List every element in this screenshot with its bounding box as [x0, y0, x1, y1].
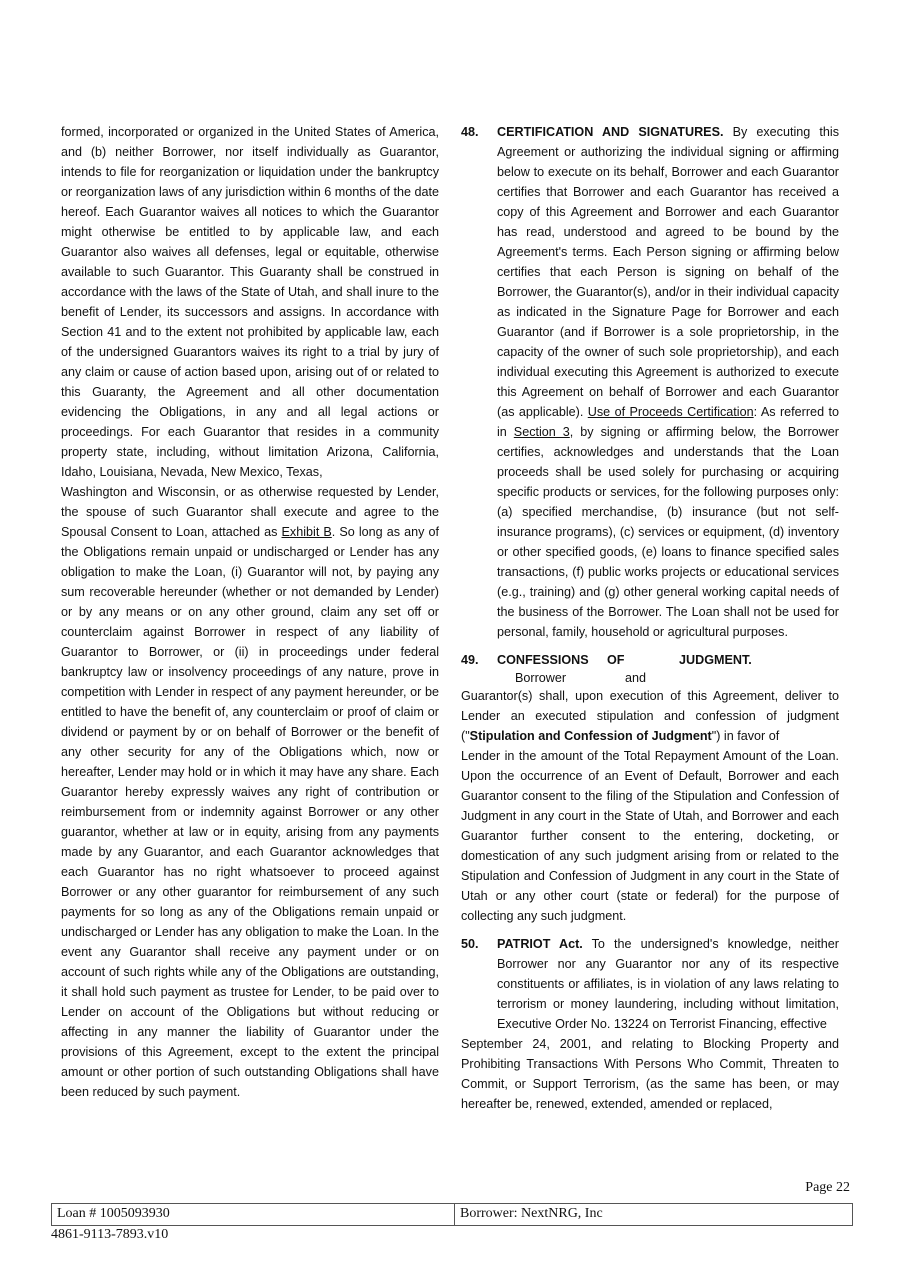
- section-text: Guarantor(s) shall, upon execution of this Agreement, deliver to Lender an executed stipulation and confession of judgment (": [461, 689, 839, 743]
- section-50-continued: September 24, 2001, and relating to Blocking Property and Prohibiting Transactions With Persons Who Commit, Threaten to Commit, or Support Terrorism, (as the same has been, or may hereafter be, renewed, extended, amended or replaced,: [461, 1037, 839, 1111]
- left-column: [61, 122, 439, 1102]
- stipulation-term: Stipulation and Confession of Judgment: [469, 729, 712, 743]
- section-text: ") in favor of: [711, 729, 780, 743]
- section-body: [497, 934, 839, 1034]
- section-48: [461, 122, 839, 642]
- page-number: Page 22: [805, 1180, 850, 1195]
- section-49-body-1: [461, 686, 839, 746]
- section-subline: [461, 670, 839, 686]
- borrower-name: Borrower: NextNRG, Inc: [460, 1206, 603, 1221]
- section-text: To the undersigned's knowledge, neither Borrower nor any Guarantor nor any of its respective constituents or affiliates, is in violation of any laws relating to terrorism or money laundering, including without limitation, Executive Order No. 13224 on Terrorist Financing, effective: [497, 937, 839, 1031]
- section-text: , by signing or affirming below, the Borrower certifies, acknowledges and understands that the Loan proceeds shall be used solely for purchasing or acquiring specific products or services, for the following purposes only: (a) specified merchandise, (b) insurance (but not self-insurance programs), (c) services or equipment, (d) inventory or other specified goods, (e) loans to finance specified sales transactions, (f) public works projects or educational services (e.g., training) and (g) other general working capital needs of the business of the Borrower. The Loan shall not be used for personal, family, household or agricultural purposes.: [497, 425, 839, 639]
- subline-word: and: [625, 671, 647, 685]
- section-50: [461, 934, 839, 1034]
- loan-number: Loan # 1005093930: [52, 1204, 455, 1225]
- section-number: 50.: [461, 937, 479, 951]
- guaranty-paragraph-2: [61, 482, 439, 1102]
- heading-word: OF: [607, 653, 625, 667]
- section-49-body-2: Lender in the amount of the Total Repayment Amount of the Loan. Upon the occurrence of an Event of Default, Borrower and each Guarantor consent to the filing of the Stipulation and Confession of Judgment in any court in the State of Utah, and Borrower and each Guarantor further consent to the entering, docketing, or domestication of any such judgment arising from or related to the Stipulation and Confession of Judgment in any court in the State of Utah or any other court (state or federal) for the purpose of collecting any such judgment.: [461, 749, 839, 923]
- exhibit-b-link[interactable]: Exhibit B: [281, 525, 332, 539]
- section-body: [497, 122, 839, 642]
- section-heading: [461, 650, 839, 670]
- subline-word: Borrower: [515, 671, 567, 685]
- document-id: 4861-9113-7893.v10: [51, 1227, 169, 1242]
- footer-table: [51, 1203, 853, 1226]
- heading-word: CONFESSIONS: [497, 653, 589, 667]
- section-number: 49.: [461, 653, 479, 667]
- section-title: PATRIOT Act.: [497, 937, 583, 951]
- section-title: CERTIFICATION AND SIGNATURES.: [497, 125, 724, 139]
- section-49: [461, 650, 839, 926]
- right-column: [461, 122, 839, 1114]
- heading-word: JUDGMENT.: [679, 653, 752, 667]
- section-text: By executing this Agreement or authorizing the individual signing or affirming below to execute on its behalf, Borrower and each Guarantor certifies that Borrower and each Guarantor has received a copy of this Agreement and Borrower and each Guarantor has read, understood and agreed to be bound by the Agreement's terms. Each Person signing or affirming below certifies that each Person is signing on behalf of the Borrower, the Guarantor(s), and/or in their individual capacity as indicated in the Signature Page for Borrower and each Guarantor (and if Borrower is a sole proprietorship, in the capacity of the owner of such sole proprietorship), and each individual executing this Agreement is authorized to execute this Agreement on behalf of Borrower and each Guarantor (as applicable).: [497, 125, 839, 419]
- use-of-proceeds-link[interactable]: Use of Proceeds Certification: [587, 405, 754, 419]
- section-number: 48.: [461, 125, 479, 139]
- paragraph-text: Washington and Wisconsin, or as otherwise requested by Lender, the spouse of such Guarantor shall execute and agree to the Spousal Consent to Loan, attached as: [61, 485, 439, 539]
- section-3-link[interactable]: Section 3: [513, 425, 570, 439]
- section-text: : As referred to in: [497, 405, 839, 439]
- paragraph-text: . So long as any of the Obligations remain unpaid or undischarged or Lender has any obligation to make the Loan, (i) Guarantor will not, by paying any sum recoverable hereunder (whether or not demanded by Lender) or by any means or on any other ground, claim any set off or counterclaim against Borrower in respect of any liability of Guarantor to Borrower, or (ii) in proceedings under federal bankruptcy law or insolvency proceedings of any nature, prove in competition with Lender in respect of any payment hereunder, or be entitled to have the benefit of, any counterclaim or proof of claim or dividend or payment by or on behalf of Borrower or the benefit of any other security for any of the Obligations which, now or hereafter, Lender may hold or in which it may have any share. Each Guarantor hereby expressly waives any right of contribution or reimbursement from or indemnity against Borrower or any other guarantor, whether at law or in equity, arising from any payments made by any Guarantor, and each Guarantor acknowledges that each Guarantor has no right whatsoever to proceed against Borrower or any other guarantor for reimbursement of any such payments for so long as any of the Obligations remain unpaid or undischarged or Lender has any obligation to make the Loan. In the event any Guarantor shall receive any payment under or on account of such rights while any of the Obligations are outstanding, it shall hold such payment as trustee for Lender, to be paid over to Lender on account of the Obligations but without reducing or affecting in any manner the liability of Guarantor under the provisions of this Agreement, except to the extent the principal amount or other portion of such outstanding Obligations shall have been reduced by such payment.: [61, 525, 439, 1099]
- guaranty-paragraph-1: formed, incorporated or organized in the United States of America, and (b) neither Borrower, nor itself individually as Guarantor, intends to file for reorganization or liquidation under the bankruptcy or reorganization laws of any jurisdiction within 6 months of the date hereof. Each Guarantor waives all notices to which the Guarantor might otherwise be entitled to by applicable law, and each Guarantor also waives all defenses, legal or equitable, otherwise available to such Guarantor. This Guaranty shall be construed in accordance with the laws of the State of Utah, and shall inure to the benefit of Lender, its successors and assigns. In accordance with Section 41 and to the extent not prohibited by applicable law, each of the undersigned Guarantors waives its right to a trial by jury of any claim or cause of action based upon, arising out of or related to this Guaranty, the Agreement and all other documentation evidencing the Obligations, in any and all legal actions or proceedings. For each Guarantor that resides in a community property state, including, without limitation Arizona, California, Idaho, Louisiana, Nevada, New Mexico, Texas,: [61, 125, 440, 479]
